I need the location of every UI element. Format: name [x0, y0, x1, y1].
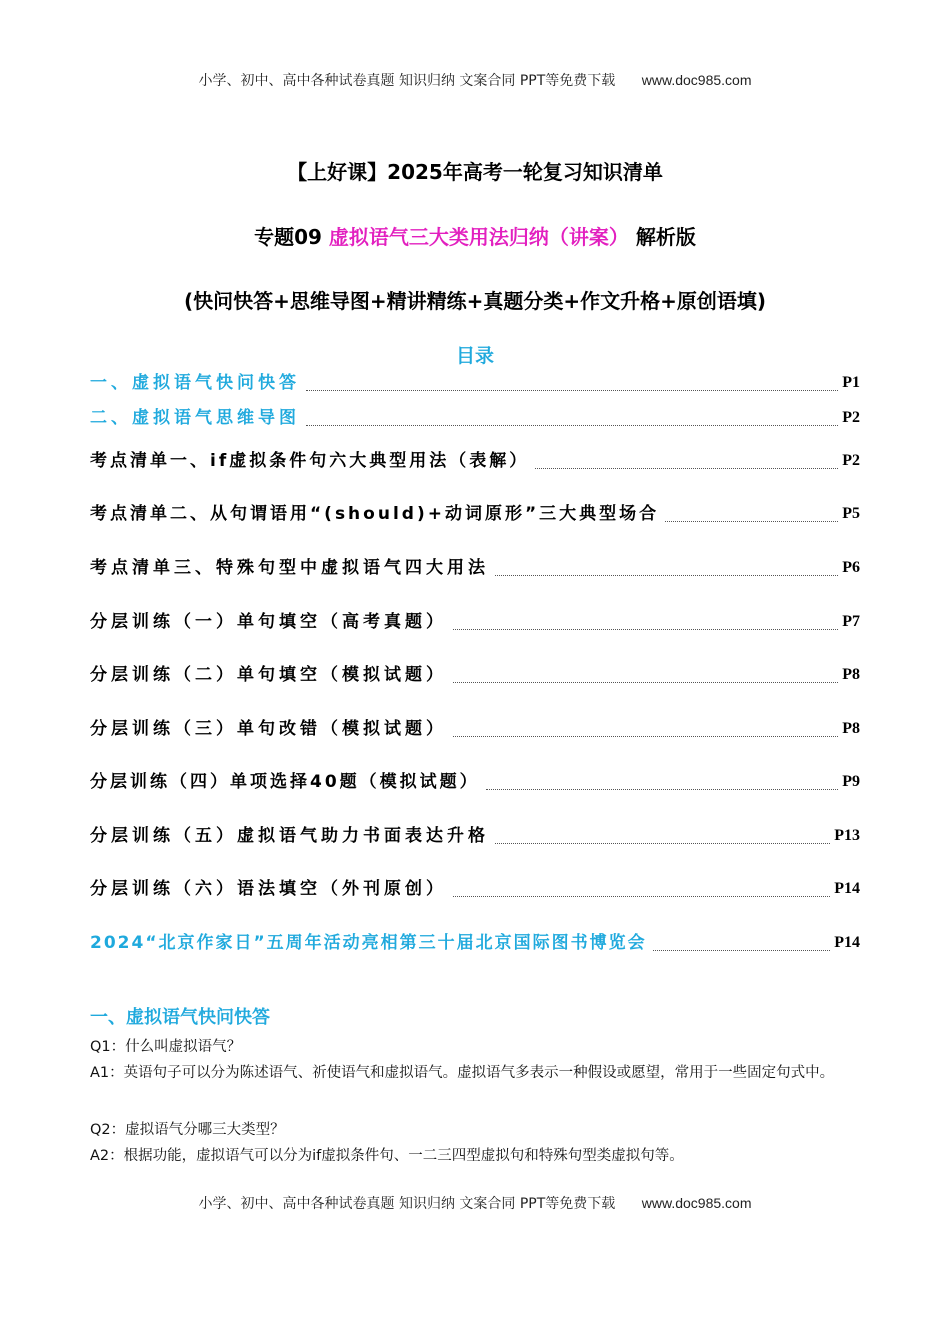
toc-entry-page: P8	[842, 666, 860, 683]
toc-entry-page: P7	[842, 613, 860, 630]
toc-leader	[453, 895, 830, 897]
answer-1: A1：英语句子可以分为陈述语气、祈使语气和虚拟语气。虚拟语气多表示一种假设或愿望，常用于一些固定句式中。	[90, 1065, 835, 1081]
toc-leader	[653, 949, 831, 951]
toc-entry-page: P13	[834, 827, 860, 844]
toc-leader	[535, 467, 838, 469]
toc-entry[interactable]	[90, 876, 860, 900]
toc-entry[interactable]	[90, 716, 860, 740]
document-tagline: (快问快答+思维导图+精讲精练+真题分类+作文升格+原创语填)	[183, 289, 767, 313]
toc-entry-label: 2024“北京作家日”五周年活动亮相第三十届北京国际图书博览会	[90, 933, 647, 953]
footer-text: 小学、初中、高中各种试卷真题 知识归纳 文案合同 PPT等免费下载	[198, 1196, 616, 1212]
toc-entry-page: P1	[842, 374, 860, 391]
subtitle-suffix: 解析版	[635, 225, 696, 249]
toc-entry-page: P14	[834, 934, 860, 951]
toc-leader	[306, 389, 838, 391]
question-2: Q2：虚拟语气分哪三大类型？	[90, 1122, 285, 1138]
toc-entry-page: P14	[834, 880, 860, 897]
subtitle-highlight: 虚拟语气三大类用法归纳（讲案）	[328, 225, 629, 249]
toc-entry[interactable]	[90, 769, 860, 793]
toc-leader	[453, 628, 838, 630]
toc-entry[interactable]	[90, 405, 860, 429]
toc-entry-page: P2	[842, 409, 860, 426]
toc-leader	[453, 735, 838, 737]
toc-entry[interactable]	[90, 662, 860, 686]
toc-leader	[306, 424, 838, 426]
toc-entry-page: P8	[842, 720, 860, 737]
toc-entry-label: 分层训练（一）单句填空（高考真题）	[90, 612, 447, 632]
toc-entry-label: 二、虚拟语气思维导图	[90, 408, 300, 428]
section-heading: 一、虚拟语气快问快答	[90, 1007, 270, 1028]
answer-2: A2：根据功能，虚拟语气可以分为if虚拟条件句、一二三四型虚拟句和特殊句型类虚拟句等。	[90, 1148, 684, 1164]
toc-entry-label: 考点清单三、特殊句型中虚拟语气四大用法	[90, 558, 489, 578]
toc-entry[interactable]	[90, 930, 860, 954]
toc-entry[interactable]	[90, 609, 860, 633]
toc-leader	[665, 520, 838, 522]
toc-entry-page: P5	[842, 505, 860, 522]
toc-entry-label: 考点清单一、if虚拟条件句六大典型用法（表解）	[90, 451, 530, 471]
toc-entry-label: 一、虚拟语气快问快答	[90, 373, 300, 393]
toc-entry-label: 分层训练（四）单项选择40题（模拟试题）	[90, 772, 480, 792]
toc-entry[interactable]	[90, 501, 860, 525]
toc-entry-label: 分层训练（五）虚拟语气助力书面表达升格	[90, 826, 489, 846]
header-site-link[interactable]: www.doc985.com	[641, 72, 752, 88]
document-title: 【上好课】2025年高考一轮复习知识清单	[287, 160, 663, 184]
toc-heading: 目录	[455, 345, 494, 367]
toc-leader	[495, 574, 838, 576]
toc-entry[interactable]	[90, 823, 860, 847]
header-text: 小学、初中、高中各种试卷真题 知识归纳 文案合同 PPT等免费下载	[198, 73, 616, 89]
page-header	[0, 70, 950, 90]
toc-leader	[495, 842, 830, 844]
toc-entry-label: 分层训练（三）单句改错（模拟试题）	[90, 719, 447, 739]
toc-entry-label: 考点清单二、从句谓语用“(should)+动词原形”三大典型场合	[90, 504, 660, 524]
toc-entry[interactable]	[90, 448, 860, 472]
toc-entry-page: P6	[842, 559, 860, 576]
toc-entry-page: P9	[842, 773, 860, 790]
toc-leader	[453, 681, 838, 683]
toc-entry[interactable]	[90, 370, 860, 394]
document-subtitle	[0, 221, 950, 250]
toc-entry[interactable]	[90, 555, 860, 579]
toc-entry-page: P2	[842, 452, 860, 469]
page-footer	[0, 1193, 950, 1213]
question-1: Q1：什么叫虚拟语气？	[90, 1039, 242, 1055]
toc-leader	[486, 788, 839, 790]
footer-site-link[interactable]: www.doc985.com	[641, 1195, 752, 1211]
toc-entry-label: 分层训练（二）单句填空（模拟试题）	[90, 665, 447, 685]
toc-entry-label: 分层训练（六）语法填空（外刊原创）	[90, 879, 447, 899]
subtitle-prefix: 专题09	[254, 225, 322, 249]
